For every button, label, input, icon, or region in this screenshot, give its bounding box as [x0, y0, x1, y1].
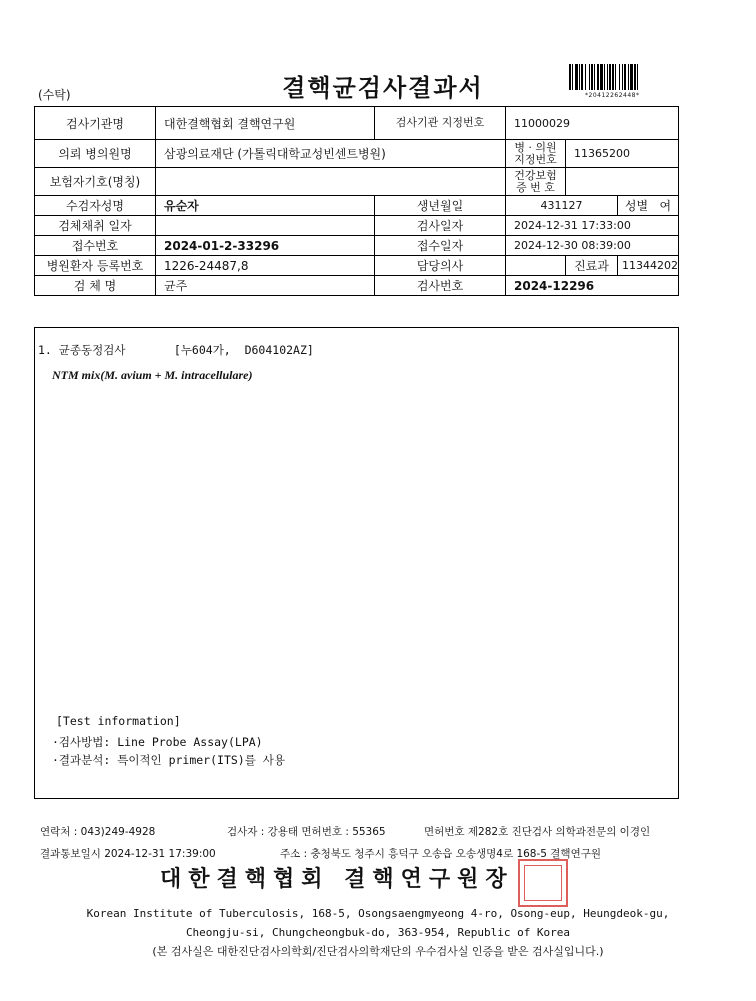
collect-date-label: 검체채취 일자 — [35, 216, 156, 236]
official-seal — [518, 859, 568, 907]
result-box — [34, 327, 679, 799]
info-table — [34, 106, 679, 296]
english-address-line-1: Korean Institute of Tuberculosis, 168-5, Osongsaengmyeong 4-ro, Osong-eup, Heungdeok-gu, — [86, 907, 670, 920]
barcode-number: *20412262448* — [585, 92, 640, 99]
doctor — [506, 256, 566, 276]
test-item-line: 1. 균종동정검사 [누604가, D604102AZ] — [38, 343, 314, 357]
document-title: 결핵균검사결과서 — [282, 74, 484, 102]
specimen-label: 검 체 명 — [35, 276, 156, 296]
test-no: 2024-12296 — [506, 276, 679, 296]
test-date: 2024-12-31 17:33:00 — [506, 216, 679, 236]
test-date-label: 검사일자 — [375, 216, 506, 236]
english-address-line-2: Cheongju-si, Chungcheongbuk-do, 363-954, Republic of Korea — [185, 926, 571, 939]
patient-name-label: 수검자성명 — [35, 196, 156, 216]
sex-cell — [618, 196, 679, 216]
address: 주소 : 충청북도 청주시 흥덕구 오송읍 오송생명4로 168-5 결핵연구원 — [280, 848, 602, 860]
institute-name: 대한결핵협회 결핵연구원장 — [160, 866, 514, 892]
barcode — [569, 64, 677, 90]
certification-note: (본 검사실은 대한진단검사의학회/진단검사의학재단의 우수검사실 인증을 받은 검사실입니다.) — [152, 945, 604, 958]
dob: 431127 — [506, 196, 618, 216]
dept: 11344202 — [618, 256, 679, 276]
test-no-label: 검사번호 — [375, 276, 506, 296]
contact-phone: 연락처 : 043)249-4928 — [40, 826, 156, 838]
collect-date — [156, 216, 375, 236]
test-info-header: [Test information] — [56, 714, 181, 728]
hospital-name: 삼광의료재단 (가톨릭대학교성빈센트병원) — [156, 140, 506, 168]
lab-code-label: 검사기관 지정번호 — [375, 107, 506, 140]
receipt-date: 2024-12-30 08:39:00 — [506, 236, 679, 256]
specimen: 균주 — [156, 276, 375, 296]
accession-label: 접수번호 — [35, 236, 156, 256]
lab-code: 11000029 — [506, 107, 679, 140]
dept-label: 진료과 — [566, 256, 618, 276]
lab-name-label: 검사기관명 — [35, 107, 156, 140]
doctor-label: 담당의사 — [375, 256, 506, 276]
barcode-bar — [637, 64, 638, 90]
test-analysis: ·결과분석: 특이적인 primer(ITS)를 사용 — [52, 753, 285, 767]
physician-license: 면허번호 제282호 진단검사 의학과전문의 이경인 — [424, 826, 651, 838]
hospital-code-label: 병 · 의원 지정번호 — [506, 140, 566, 168]
result-organism: NTM mix(M. avium + M. intracellulare) — [52, 368, 253, 382]
insurer-label: 보험자기호(명칭) — [35, 168, 156, 196]
health-insurance-no — [566, 168, 679, 196]
receipt-date-label: 접수일자 — [375, 236, 506, 256]
sex-label: 성별 — [624, 199, 649, 213]
reg-no-label: 병원환자 등록번호 — [35, 256, 156, 276]
test-method: ·검사방법: Line Probe Assay(LPA) — [52, 735, 263, 749]
insurer — [156, 168, 506, 196]
inspector-info: 검사자 : 강용태 면허번호 : 55365 — [227, 826, 386, 838]
receipt-label: (수탁) — [38, 88, 71, 102]
lab-name: 대한결핵협회 결핵연구원 — [156, 107, 375, 140]
hospital-label: 의뢰 병의원명 — [35, 140, 156, 168]
accession-no: 2024-01-2-33296 — [156, 236, 375, 256]
dob-label: 생년월일 — [375, 196, 506, 216]
hospital-code: 11365200 — [566, 140, 679, 168]
reg-no: 1226-24487,8 — [156, 256, 375, 276]
patient-name: 유순자 — [156, 196, 375, 216]
notify-datetime: 결과통보일시 2024-12-31 17:39:00 — [40, 848, 216, 860]
sex: 여 — [659, 199, 672, 213]
health-insurance-label: 건강보험 증 번 호 — [506, 168, 566, 196]
